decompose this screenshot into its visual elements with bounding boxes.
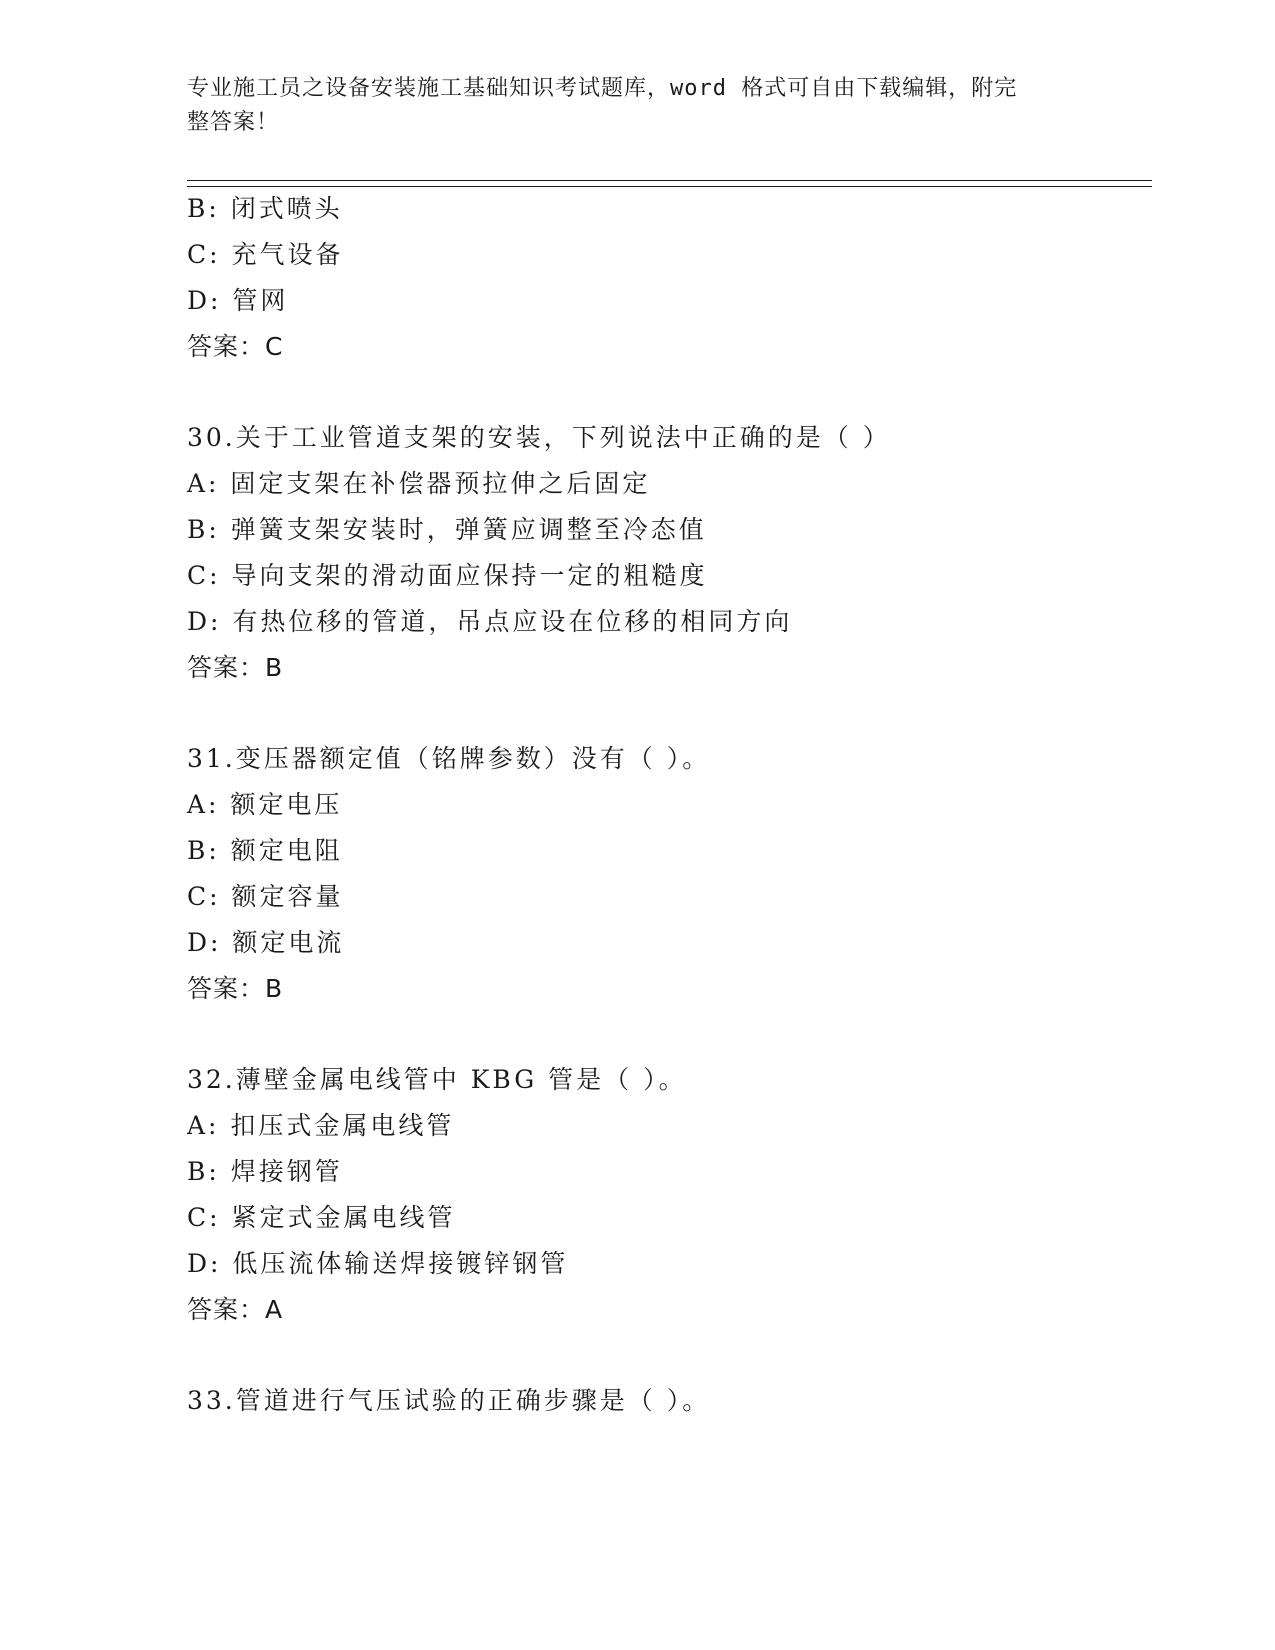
option-d: D: 低压流体输送焊接镀锌钢管 xyxy=(187,1249,569,1278)
option-c: C: 额定容量 xyxy=(187,882,344,911)
header-title-line-1: 专业施工员之设备安装施工基础知识考试题库，word 格式可自由下载编辑，附完 xyxy=(187,76,1018,101)
question-spacer xyxy=(187,691,1152,736)
question-text: 30.关于工业管道支架的安装，下列说法中正确的是（ ） xyxy=(187,423,891,452)
question-32 xyxy=(187,1057,1152,1333)
option-c: C: 充气设备 xyxy=(187,240,344,269)
header-title-line-2: 整答案！ xyxy=(187,110,280,135)
answer-line: 答案：A xyxy=(187,1295,284,1324)
option-a: A: 固定支架在补偿器预拉伸之后固定 xyxy=(187,469,651,498)
option-d: D: 有热位移的管道，吊点应设在位移的相同方向 xyxy=(187,607,793,636)
option-a: A: 额定电压 xyxy=(187,790,343,819)
option-a: A: 扣压式金属电线管 xyxy=(187,1111,455,1140)
document-header xyxy=(187,72,1087,140)
option-d: D: 管网 xyxy=(187,286,289,315)
option-b: B: 闭式喷头 xyxy=(187,194,343,223)
answer-line: 答案：C xyxy=(187,332,284,361)
question-text: 33.管道进行气压试验的正确步骤是（ ）。 xyxy=(187,1386,711,1415)
question-30 xyxy=(187,415,1152,691)
question-31 xyxy=(187,736,1152,1012)
question-29-fragment xyxy=(187,186,1152,370)
option-b: B: 焊接钢管 xyxy=(187,1157,343,1186)
question-text: 31.变压器额定值（铭牌参数）没有（ ）。 xyxy=(187,744,711,773)
question-33 xyxy=(187,1378,1152,1424)
option-c: C: 导向支架的滑动面应保持一定的粗糙度 xyxy=(187,561,708,590)
option-c: C: 紧定式金属电线管 xyxy=(187,1203,456,1232)
question-list xyxy=(187,186,1152,1424)
option-b: B: 弹簧支架安装时，弹簧应调整至冷态值 xyxy=(187,515,707,544)
question-spacer xyxy=(187,1012,1152,1057)
question-spacer xyxy=(187,1333,1152,1378)
option-b: B: 额定电阻 xyxy=(187,836,343,865)
option-d: D: 额定电流 xyxy=(187,928,345,957)
answer-line: 答案：B xyxy=(187,653,284,682)
answer-line: 答案：B xyxy=(187,974,284,1003)
question-text: 32.薄壁金属电线管中 KBG 管是（ ）。 xyxy=(187,1065,687,1094)
question-spacer xyxy=(187,370,1152,415)
